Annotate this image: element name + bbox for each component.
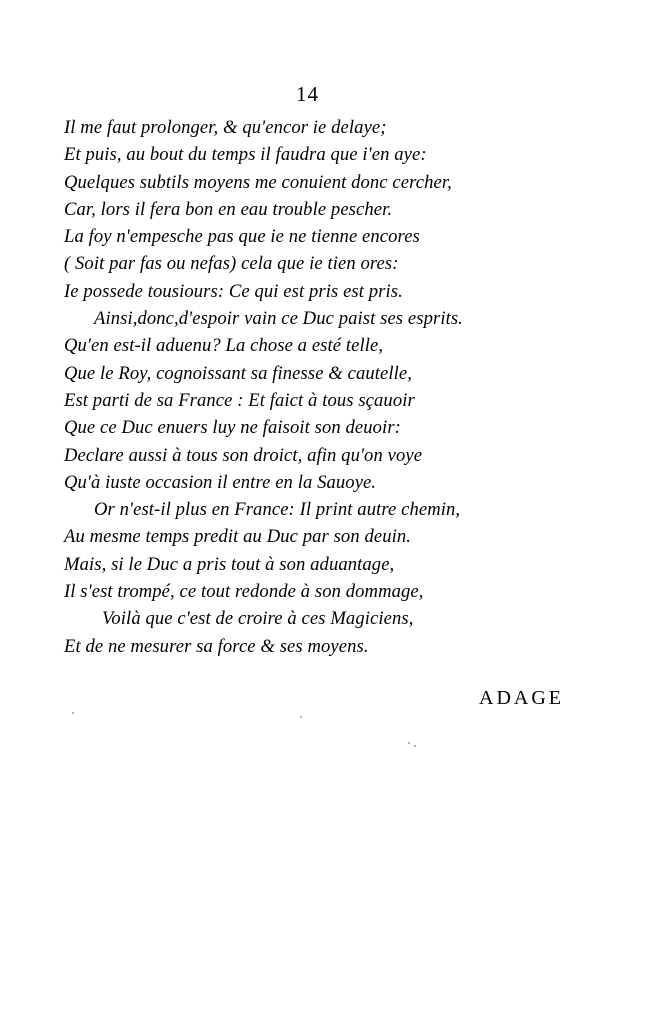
verse-line: Quelques subtils moyens me conuient donc cercher, [64,171,452,193]
verse-line: Il s'est trompé, ce tout redonde à son dommage, [64,581,424,603]
verse-line: Ie possede tousiours: Ce qui est pris est pris. [64,280,403,302]
verse-line: Au mesme temps predit au Duc par son deuin. [64,526,412,548]
verse-line: Declare aussi à tous son droict, afin qu'on voye [64,444,423,466]
verse-line: Et puis, au bout du temps il faudra que i'en aye: [64,144,427,166]
verse-line: Ainsi,donc,d'espoir vain ce Duc paist ses esprits. [94,308,463,330]
verse-line: Est parti de sa France : Et faict à tous sçauoir [64,389,415,411]
verse-line: Il me faut prolonger, & qu'encor ie delaye; [64,117,387,138]
paper-speck [414,745,416,747]
verse-line: Que le Roy, cognoissant sa finesse & cautelle, [64,362,413,384]
verse-block [64,114,564,660]
verse-line: Mais, si le Duc a pris tout à son aduantage, [64,553,395,575]
verse-line: Or n'est-il plus en France: Il print autre chemin, [94,499,461,521]
verse-line: Et de ne mesurer sa force & ses moyens. [64,635,369,657]
verse-line: Voilà que c'est de croire à ces Magiciens, [102,608,414,630]
verse-line: Qu'en est-il aduenu? La chose a esté telle, [64,335,384,357]
verse-line: Car, lors il fera bon en eau trouble pescher. [64,198,393,220]
verse-line: Que ce Duc enuers luy ne faisoit son deuoir: [64,417,401,439]
paper-speck [300,716,302,718]
page-number: 14 [296,82,319,106]
paper-speck [408,742,410,744]
paper-speck [72,712,74,714]
catchword: ADAGE [479,687,564,709]
verse-line: ( Soit par fas ou nefas) cela que ie tien ores: [64,253,399,275]
verse-line: Qu'à iuste occasion il entre en la Sauoye. [64,471,377,493]
verse-line: La foy n'empesche pas que ie ne tienne encores [64,226,420,248]
